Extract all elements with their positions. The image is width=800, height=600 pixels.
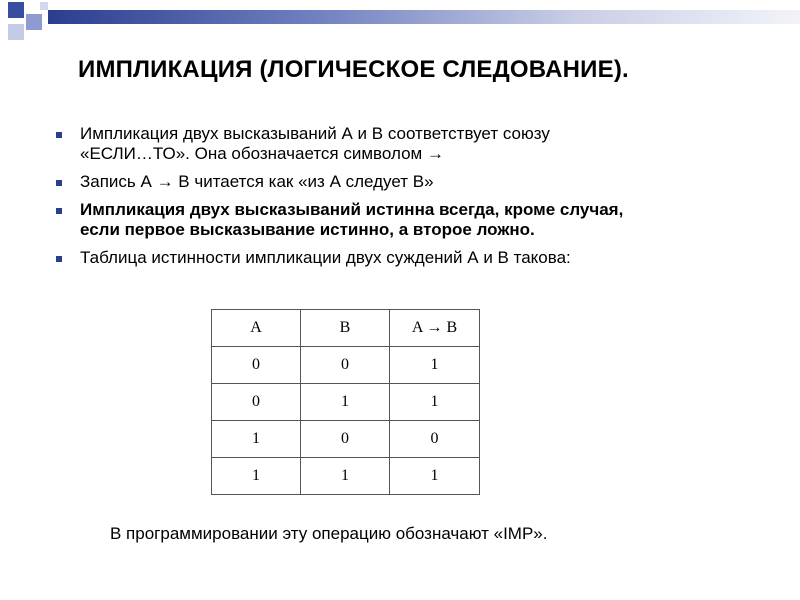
header-gradient-bar bbox=[48, 10, 800, 24]
footer-note: В программировании эту операцию обозначают «IMP». bbox=[110, 524, 548, 543]
table-cell: 0 bbox=[212, 384, 301, 421]
decor-square bbox=[8, 24, 24, 40]
truth-table bbox=[211, 309, 480, 495]
bullet-icon bbox=[56, 208, 62, 214]
header-decoration bbox=[0, 0, 800, 50]
bullet-text-line: Импликация двух высказываний истинна всегда, кроме случая, bbox=[80, 200, 624, 219]
bullet-text-line: Запись А → В читается как «из А следует В» bbox=[80, 172, 434, 191]
table-row bbox=[212, 384, 480, 421]
table-cell: 1 bbox=[301, 458, 390, 495]
slide-title: ИМПЛИКАЦИЯ (ЛОГИЧЕСКОЕ СЛЕДОВАНИЕ). bbox=[78, 56, 629, 83]
bullet-icon bbox=[56, 180, 62, 186]
table-cell: 0 bbox=[212, 347, 301, 384]
bullet-item bbox=[56, 124, 756, 164]
table-row bbox=[212, 421, 480, 458]
table-cell: 0 bbox=[301, 421, 390, 458]
bullet-icon bbox=[56, 132, 62, 138]
bullet-text-line: Таблица истинности импликации двух суждений А и В такова: bbox=[80, 248, 571, 267]
table-header-row bbox=[212, 310, 480, 347]
table-cell: 1 bbox=[301, 384, 390, 421]
bullet-item bbox=[56, 172, 756, 192]
table-cell: 1 bbox=[390, 458, 480, 495]
bullet-icon bbox=[56, 256, 62, 262]
decor-square bbox=[26, 14, 42, 30]
table-cell: 1 bbox=[390, 347, 480, 384]
table-cell: 1 bbox=[212, 458, 301, 495]
table-row bbox=[212, 458, 480, 495]
bullet-text-line: если первое высказывание истинно, а второе ложно. bbox=[80, 220, 535, 239]
table-cell: 1 bbox=[212, 421, 301, 458]
table-row bbox=[212, 347, 480, 384]
bullet-text-line: Импликация двух высказываний А и В соответствует союзу bbox=[80, 124, 550, 143]
table-header-cell: A bbox=[212, 310, 301, 347]
bullet-list bbox=[56, 124, 756, 276]
decor-square bbox=[40, 2, 48, 10]
bullet-text-line: «ЕСЛИ…ТО». Она обозначается символом → bbox=[80, 144, 444, 163]
table-cell: 0 bbox=[301, 347, 390, 384]
table-header-cell: B bbox=[301, 310, 390, 347]
bullet-item bbox=[56, 248, 756, 268]
bullet-item bbox=[56, 200, 756, 240]
table-header-cell: A → B bbox=[390, 310, 480, 347]
table-cell: 1 bbox=[390, 384, 480, 421]
table-cell: 0 bbox=[390, 421, 480, 458]
decor-square bbox=[8, 2, 24, 18]
